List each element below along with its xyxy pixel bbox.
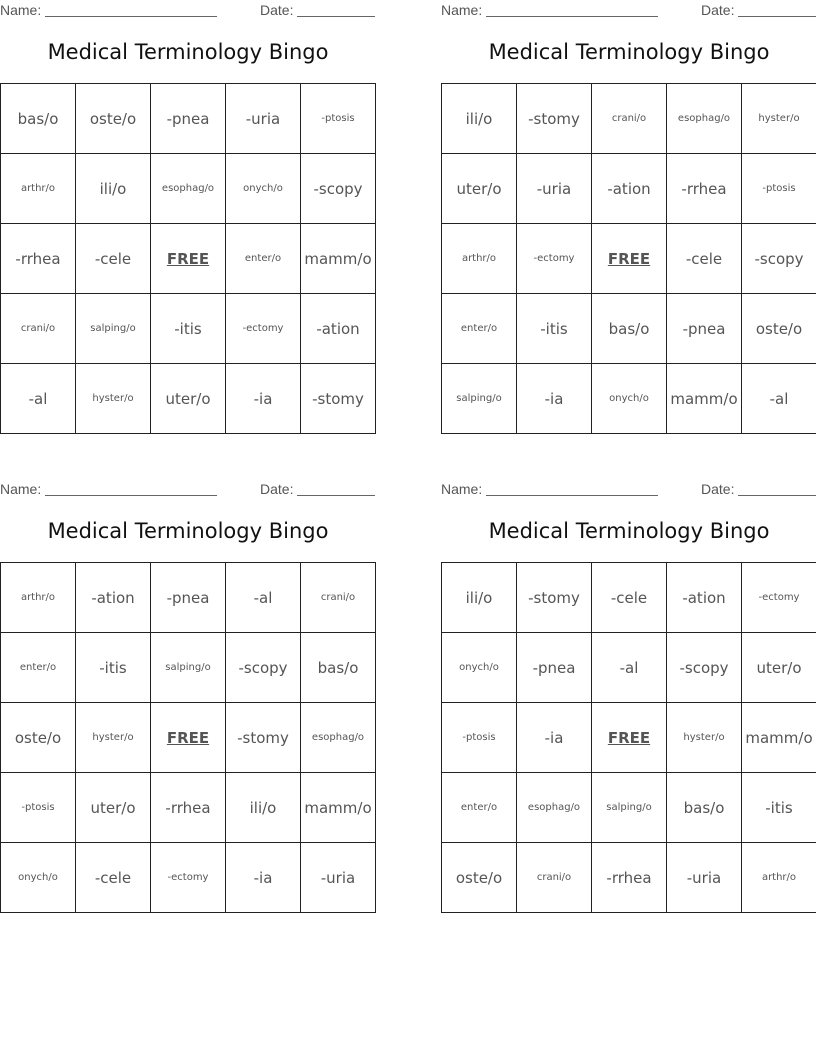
bingo-cell: ili/o [442,84,517,154]
bingo-cell: onych/o [226,154,301,224]
date-label: Date: [701,481,735,497]
bingo-cell: arthr/o [442,224,517,294]
bingo-cell: -ia [226,843,301,913]
grid-row [1,773,376,843]
bingo-cell: crani/o [517,843,592,913]
bingo-cell: mamm/o [301,224,376,294]
date-line [738,16,816,17]
bingo-cell: -al [226,563,301,633]
grid-row [442,84,816,154]
bingo-cell: onych/o [592,364,667,434]
bingo-cell: -ation [667,563,742,633]
bingo-cell: -pnea [667,294,742,364]
bingo-cell: -ptosis [301,84,376,154]
grid-row [442,773,816,843]
card-title: Medical Terminology Bingo [488,40,770,64]
name-label: Name: [0,481,42,497]
bingo-cell: arthr/o [1,563,76,633]
bingo-cell: bas/o [1,84,76,154]
bingo-cell: arthr/o [1,154,76,224]
bingo-cell: -cele [76,224,151,294]
bingo-cell: -uria [517,154,592,224]
bingo-cell: enter/o [442,773,517,843]
bingo-cell: -al [1,364,76,434]
bingo-cell: mamm/o [667,364,742,434]
card-title: Medical Terminology Bingo [488,519,770,543]
free-space: FREE [592,224,667,294]
bingo-cell: onych/o [1,843,76,913]
bingo-cell: esophag/o [301,703,376,773]
bingo-cell: -rrhea [151,773,226,843]
grid-row [1,154,376,224]
name-line [486,495,658,496]
bingo-cell: mamm/o [742,703,816,773]
date-label: Date: [260,481,294,497]
bingo-grid [0,83,376,434]
card-title: Medical Terminology Bingo [47,519,329,543]
date-line [738,495,816,496]
bingo-cell: ili/o [76,154,151,224]
bingo-grid [0,562,376,913]
bingo-cell: uter/o [76,773,151,843]
bingo-cell: oste/o [1,703,76,773]
grid-row [442,224,816,294]
bingo-cell: -ation [301,294,376,364]
bingo-cell: -al [742,364,816,434]
bingo-cell: bas/o [592,294,667,364]
bingo-cell: -stomy [226,703,301,773]
bingo-cell: esophag/o [517,773,592,843]
bingo-cell: -ia [517,364,592,434]
bingo-cell: -scopy [301,154,376,224]
date-label: Date: [260,2,294,18]
bingo-cell: enter/o [442,294,517,364]
bingo-cell: -stomy [517,84,592,154]
bingo-cell: -scopy [226,633,301,703]
date-line [297,16,375,17]
grid-row [442,633,816,703]
grid-row [1,843,376,913]
grid-row [1,364,376,434]
bingo-cell: -rrhea [667,154,742,224]
bingo-cell: salping/o [76,294,151,364]
bingo-cell: hyster/o [742,84,816,154]
card-header [0,479,376,499]
bingo-cell: uter/o [151,364,226,434]
bingo-cell: -ectomy [151,843,226,913]
bingo-grid [441,562,816,913]
bingo-cell: salping/o [592,773,667,843]
date-label: Date: [701,2,735,18]
bingo-cell: -itis [76,633,151,703]
bingo-cell: -ectomy [226,294,301,364]
bingo-cell: -rrhea [1,224,76,294]
bingo-cell: -ation [592,154,667,224]
free-space: FREE [151,224,226,294]
bingo-cell: hyster/o [76,703,151,773]
bingo-cell: ili/o [226,773,301,843]
bingo-cell: oste/o [76,84,151,154]
bingo-cell: -stomy [301,364,376,434]
card-header [441,0,816,20]
grid-row [1,563,376,633]
bingo-cell: -ectomy [742,563,816,633]
bingo-cell: -al [592,633,667,703]
bingo-cell: esophag/o [151,154,226,224]
grid-row [442,563,816,633]
bingo-cell: -scopy [667,633,742,703]
bingo-cell: enter/o [1,633,76,703]
bingo-cell: salping/o [151,633,226,703]
bingo-cell: onych/o [442,633,517,703]
bingo-cell: crani/o [592,84,667,154]
grid-row [442,294,816,364]
bingo-cell: -scopy [742,224,816,294]
bingo-grid [441,83,816,434]
bingo-cell: -cele [76,843,151,913]
name-line [45,495,217,496]
bingo-cell: enter/o [226,224,301,294]
bingo-cell: ili/o [442,563,517,633]
grid-row [442,364,816,434]
bingo-cell: oste/o [442,843,517,913]
bingo-cell: -pnea [151,563,226,633]
free-space: FREE [592,703,667,773]
bingo-cell: -uria [226,84,301,154]
bingo-cell: bas/o [301,633,376,703]
grid-row [442,703,816,773]
bingo-cell: -pnea [517,633,592,703]
name-label: Name: [441,481,483,497]
bingo-cell: -ia [226,364,301,434]
grid-row [1,703,376,773]
bingo-cell: -stomy [517,563,592,633]
grid-row [442,843,816,913]
bingo-cell: oste/o [742,294,816,364]
date-line [297,495,375,496]
name-line [486,16,658,17]
bingo-cell: -ation [76,563,151,633]
bingo-cell: -ectomy [517,224,592,294]
bingo-cell: -itis [742,773,816,843]
bingo-cell: uter/o [442,154,517,224]
bingo-cell: arthr/o [742,843,816,913]
bingo-cell: crani/o [1,294,76,364]
bingo-cell: -ia [517,703,592,773]
name-label: Name: [0,2,42,18]
bingo-cell: crani/o [301,563,376,633]
grid-row [1,633,376,703]
grid-row [442,154,816,224]
grid-row [1,224,376,294]
bingo-cell: -pnea [151,84,226,154]
bingo-cell: -cele [592,563,667,633]
bingo-cell: -itis [517,294,592,364]
grid-row [1,84,376,154]
bingo-cell: esophag/o [667,84,742,154]
bingo-cell: -ptosis [1,773,76,843]
grid-row [1,294,376,364]
card-title: Medical Terminology Bingo [47,40,329,64]
bingo-cell: -cele [667,224,742,294]
bingo-cell: -uria [667,843,742,913]
card-header [0,0,376,20]
free-space: FREE [151,703,226,773]
bingo-cell: hyster/o [76,364,151,434]
bingo-cell: -ptosis [742,154,816,224]
bingo-cell: -uria [301,843,376,913]
bingo-cell: mamm/o [301,773,376,843]
bingo-cell: hyster/o [667,703,742,773]
bingo-cell: -itis [151,294,226,364]
name-label: Name: [441,2,483,18]
bingo-cell: bas/o [667,773,742,843]
bingo-cell: -ptosis [442,703,517,773]
bingo-cell: uter/o [742,633,816,703]
card-header [441,479,816,499]
name-line [45,16,217,17]
bingo-cell: salping/o [442,364,517,434]
bingo-cell: -rrhea [592,843,667,913]
